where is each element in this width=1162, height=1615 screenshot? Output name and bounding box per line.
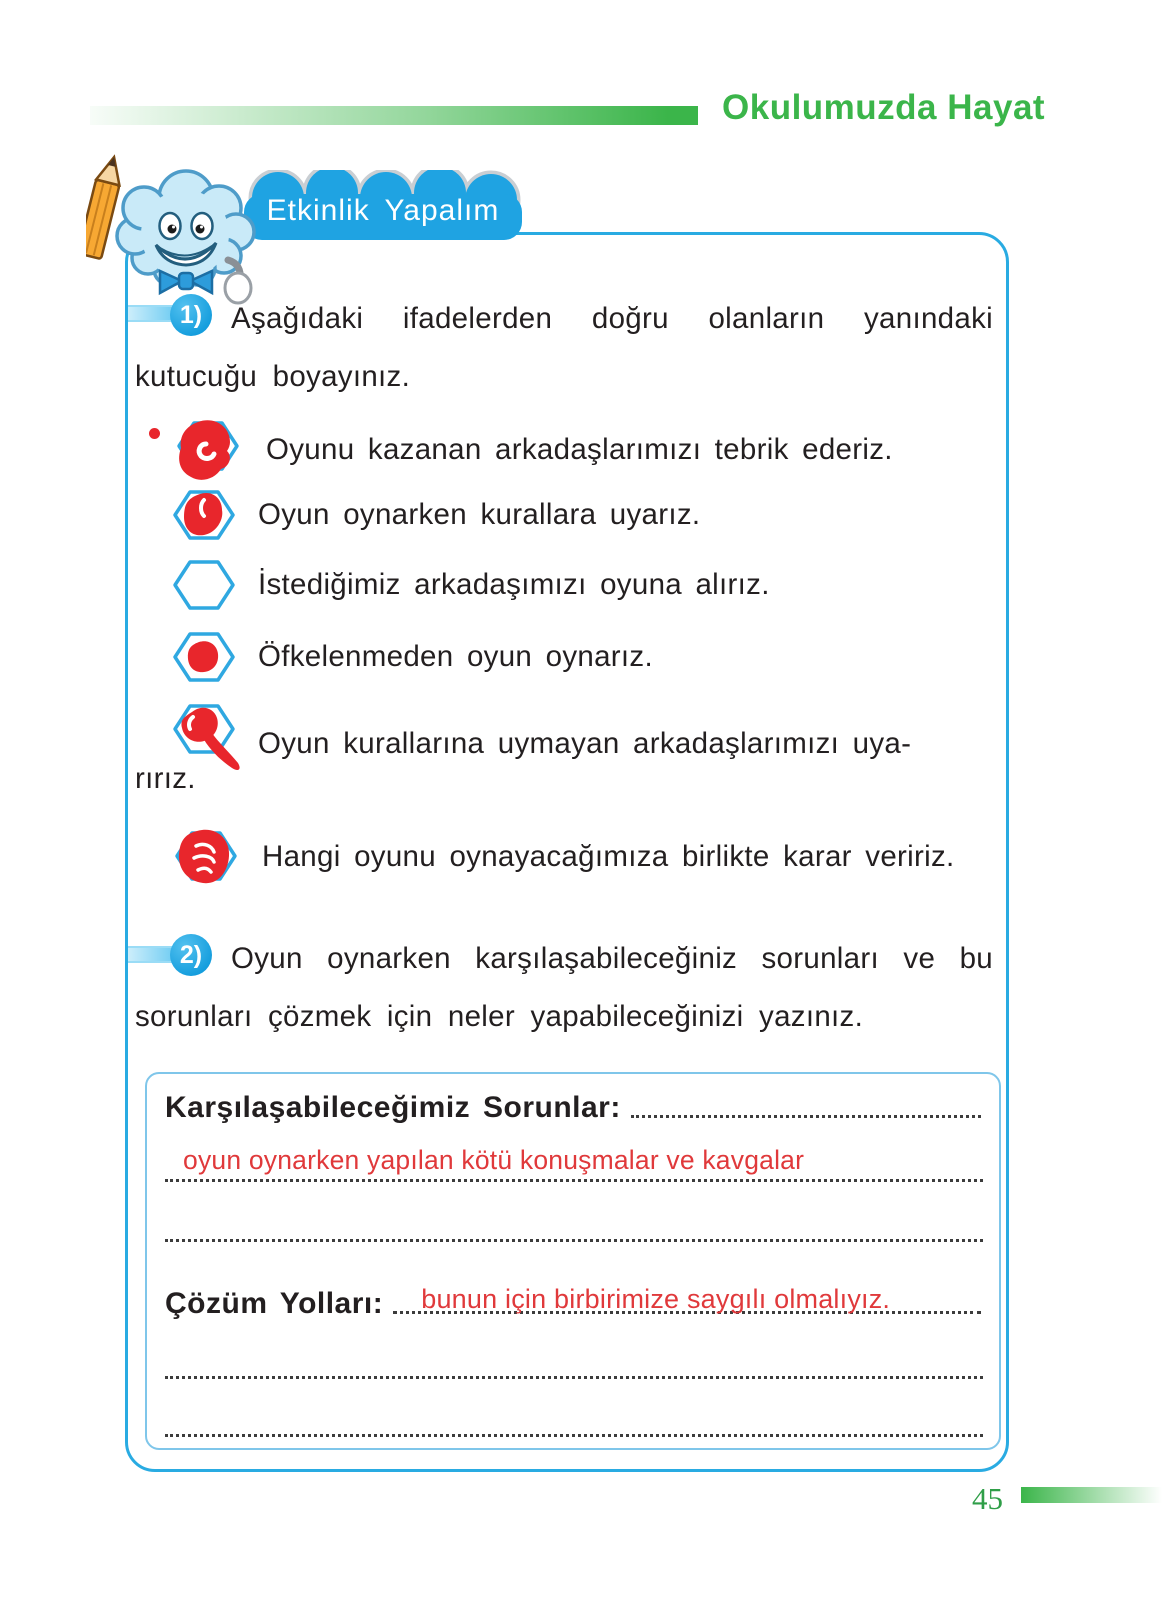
item-text: Oyun oynarken kurallara uyarız. [258,498,701,531]
red-dot-mark [149,428,160,439]
unit-title: Okulumuzda Hayat [722,88,1046,127]
hexagon-checkbox[interactable] [172,414,244,486]
banner-label: Etkinlik Yapalım [266,194,500,227]
item-text: İstediğimiz arkadaşımızı oyuna alırız. [258,568,770,601]
item-text: Oyunu kazanan arkadaşlarımızı tebrik ederiz. [266,433,893,466]
paint-mark [188,641,218,672]
q2-prompt: Oyun oynarken karşılaşabileceğiniz sorunları ve bu sorunları çözmek için neler yapabileceğinizi yazınız. [135,942,993,1033]
header-gradient-bar [90,106,698,125]
checklist-item-5 [172,700,911,788]
item-text: Öfkelenmeden oyun oynarız. [258,640,653,673]
answer-box [145,1072,1001,1450]
item-text-continuation: rırız. [135,762,196,795]
empty-answer-line[interactable] [165,1411,983,1437]
page-number: 45 [972,1481,1003,1516]
empty-answer-line[interactable] [165,1353,983,1379]
solutions-row [165,1284,983,1321]
solutions-label: Çözüm Yolları: [165,1287,384,1320]
item-text: Hangi oyunu oynayacağımıza birlikte karar veririz. [262,840,955,873]
problems-label: Karşılaşabileceğimiz Sorunlar: [165,1091,621,1124]
q1-number: 1) [179,300,203,329]
footer-gradient-bar [1021,1487,1162,1503]
problems-written-line[interactable] [165,1145,983,1182]
checklist-item-2 [172,486,700,544]
hexagon-checkbox[interactable] [172,556,236,614]
item-text: Oyun kurallarına uymayan arkadaşlarımızı uya- [258,727,912,760]
paint-mark [179,420,230,480]
cloud-body [117,171,254,285]
paint-mark [181,708,239,770]
problems-answer-line[interactable] [631,1088,981,1118]
solutions-answer-line[interactable] [393,1284,981,1314]
hexagon-checkbox[interactable] [172,486,236,544]
checklist-item-6 [172,826,955,888]
q1-prompt: Aşağıdaki ifadelerden doğru olanların yanındaki kutucuğu boyayınız. [135,302,993,393]
hexagon-checkbox[interactable] [172,628,236,686]
solutions-answer-text: bunun için birbirimize saygılı olmalıyız. [421,1284,891,1314]
paint-mark [179,830,229,883]
q2-number: 2) [179,940,203,969]
checklist-item-4 [172,628,653,686]
checklist-item-3 [172,556,770,614]
problems-row [165,1088,983,1125]
checklist-item-1 [172,414,893,486]
hexagon-checkbox[interactable] [172,826,240,888]
empty-answer-line[interactable] [165,1216,983,1242]
problems-answer-text: oyun oynarken yapılan kötü konuşmalar ve kavgalar [183,1145,805,1175]
